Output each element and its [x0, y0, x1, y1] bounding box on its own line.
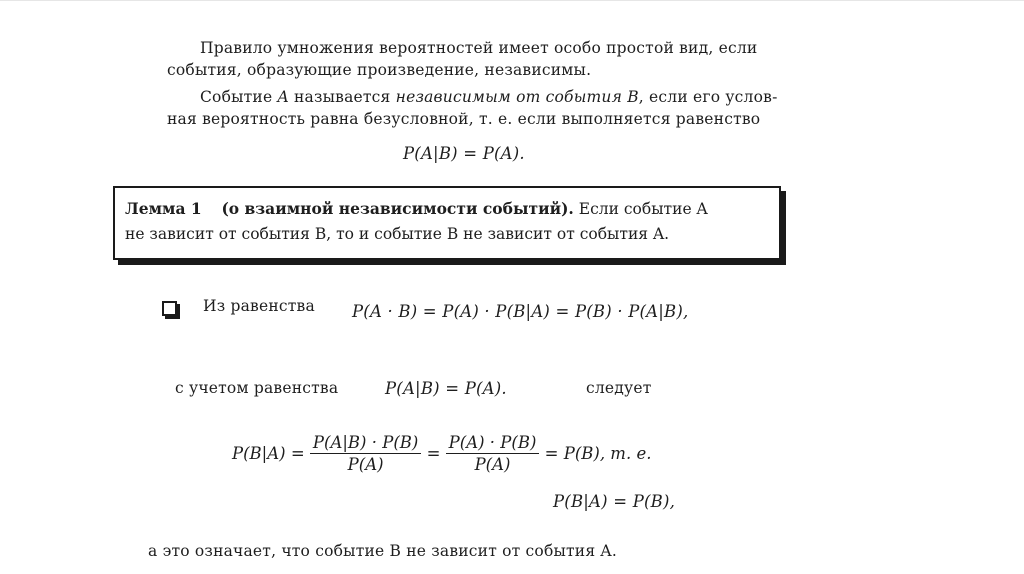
- conclusion: а это означает, что событие B не зависит от события A.: [148, 542, 617, 560]
- fraction-1-denominator: P(A): [347, 455, 384, 474]
- derivation-lhs: P(B|A) =: [232, 444, 310, 463]
- fraction-2-numerator: P(A) · P(B): [446, 432, 540, 454]
- defined-term: независимым от события B: [395, 88, 639, 106]
- lemma-subtitle: (о взаимной независимости событий).: [221, 199, 574, 218]
- fraction-1-numerator: P(A|B) · P(B): [310, 432, 421, 454]
- text-segment: Событие: [200, 88, 278, 106]
- fraction-2: [446, 432, 540, 475]
- text-segment: , если его услов-: [638, 88, 778, 106]
- top-divider: [0, 0, 1024, 1]
- paragraph-2-line-2: ная вероятность равна безусловной, т. е. если выполняется равенство: [167, 110, 761, 128]
- paragraph-1-line-2: события, образующие произведение, независимы.: [167, 61, 592, 79]
- text-segment: называется: [288, 88, 396, 106]
- main-formula: P(A|B) = P(A).: [403, 144, 525, 163]
- lemma-title: Лемма 1: [125, 199, 202, 218]
- follows-label: следует: [586, 379, 652, 397]
- derivation-result: P(B|A) = P(B),: [553, 492, 676, 511]
- derivation-row: [232, 432, 651, 475]
- lemma-line-1: [125, 199, 708, 219]
- lemma-line-2: не зависит от события B, то и событие B не зависит от события A.: [125, 225, 670, 243]
- with-account-formula: P(A|B) = P(A).: [385, 379, 507, 398]
- lemma-box: [113, 186, 781, 260]
- proof-intro: Из равенства: [203, 297, 315, 315]
- fraction-1: [310, 432, 421, 475]
- derivation-rhs: = P(B), т. е.: [544, 444, 652, 463]
- proof-start-square-icon: [162, 301, 177, 316]
- with-account-label: с учетом равенства: [175, 379, 339, 397]
- equals-sign: =: [426, 444, 446, 463]
- fraction-2-denominator: P(A): [474, 455, 511, 474]
- event-symbol: A: [277, 88, 289, 106]
- paragraph-2-line-1: [200, 87, 778, 107]
- lemma-text: Если событие A: [573, 200, 708, 218]
- proof-formula: P(A · B) = P(A) · P(B|A) = P(B) · P(A|B),: [352, 302, 689, 321]
- paragraph-1-line-1: Правило умножения вероятностей имеет особо простой вид, если: [200, 39, 758, 57]
